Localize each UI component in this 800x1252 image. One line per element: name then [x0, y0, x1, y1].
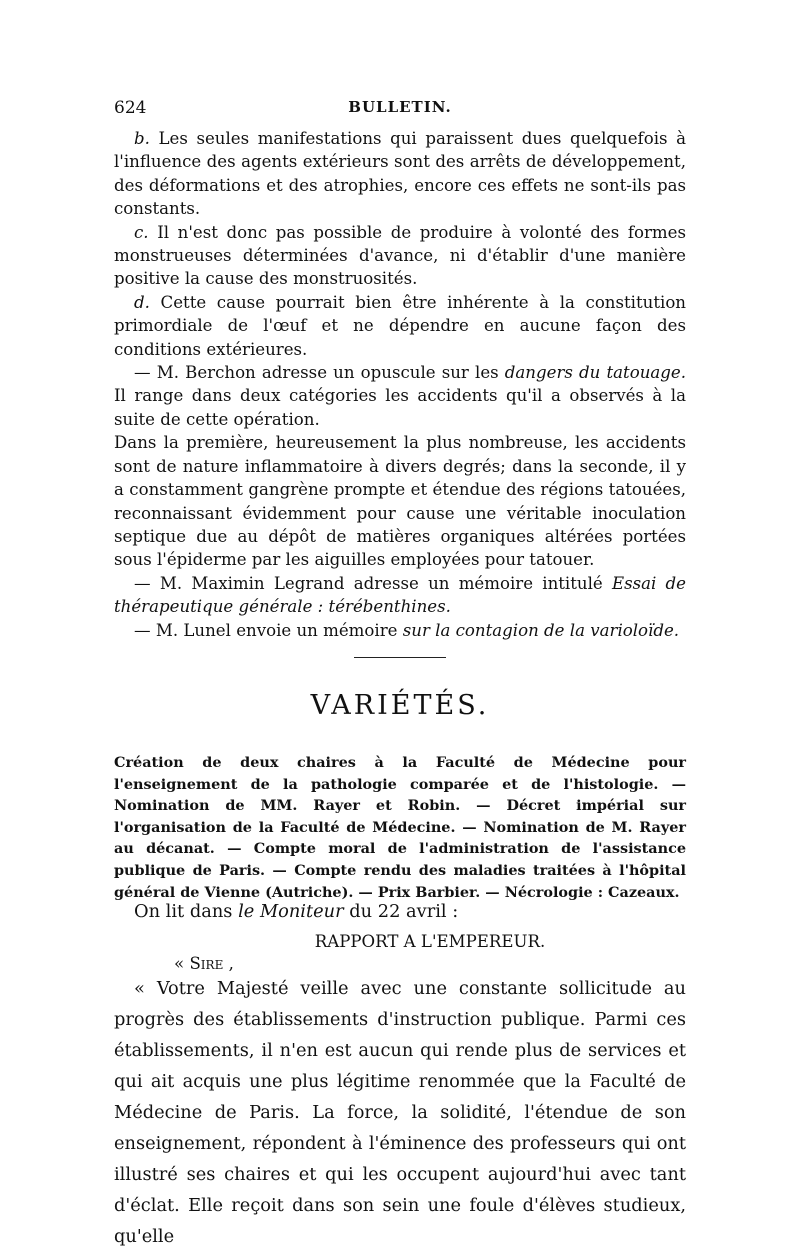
paragraph-legrand: — M. Maximin Legrand adresse un mémoire intitulé Essai de thérapeutique générale : térébenthines.: [114, 573, 686, 617]
rapport-section: [114, 896, 686, 1252]
rapport-title: RAPPORT A L'EMPEREUR.: [314, 932, 546, 951]
moniteur-title: le Moniteur: [238, 901, 344, 922]
paragraph-d: d. Cette cause pourrait bien être inhérente à la constitution primordiale de l'œuf et ne dépendre en aucune façon des conditions extérieures.: [114, 292, 686, 359]
item-letter-b: b.: [134, 129, 150, 148]
lunel-title: sur la contagion de la varioloïde.: [402, 620, 680, 640]
legrand-title: Essai de thérapeutique générale : térébenthines.: [114, 573, 686, 617]
section-summary: Création de deux chaires à la Faculté de Médecine pour l'enseignement de la pathologie comparée et de l'histologie. — Nomination de MM. Rayer et Robin. — Décret impérial sur l'organisation de la Faculté de Médecine. — Nomination de M. Rayer au décanat. — Compte moral de l'administration de l'assistance publique de Paris. — Compte rendu des maladies traitées à l'hôpital général de Vienne (Autriche). — Prix Barbier. — Nécrologie : Cazeaux.: [114, 754, 686, 901]
salutation-word: Sire: [189, 954, 224, 973]
paragraph-premiere: Dans la première, heureusement la plus nombreuse, les accidents sont de nature inflammatoire à divers degrés; dans la seconde, il y a constamment gangrène prompte et étendue des régions tatouées, reconnaissant évidemment pour cause une véritable inoculation septique due au dépôt de matières organiques altérées portées sous l'épiderme par les aiguilles employées pour tatouer.: [114, 433, 686, 570]
moniteur-intro: On lit dans le Moniteur du 22 avril :: [134, 901, 459, 922]
rapport-body: « Votre Majesté veille avec une constante sollicitude au progrès des établissements d'instruction publique. Parmi ces établissements, il n'en est aucun qui rende plus de services et qui ait acquis une plus légitime renommée que la Faculté de Médecine de Paris. La force, la solidité, l'étendue de son enseignement, répondent à l'éminence des professeurs qui ont illustré ses chaires et qui les occupent aujourd'hui avec tant d'éclat. Elle reçoit dans son sein une foule d'élèves studieux, qu'elle: [114, 978, 686, 1247]
berchon-title: dangers du tatouage.: [504, 363, 686, 383]
page-number: 624: [114, 98, 147, 118]
paragraph-berchon: — M. Berchon adresse un opuscule sur les dangers du tatouage. Il range dans deux catégories les accidents qu'il a observés à la suite de cette opération.: [114, 363, 686, 429]
paragraph-b: b. Les seules manifestations qui paraissent dues quelquefois à l'influence des agents extérieurs sont des arrêts de développement, des déformations et des atrophies, encore ces effets ne sont-ils pas constants.: [114, 129, 686, 219]
paragraph-c: c. Il n'est donc pas possible de produire à volonté des formes monstrueuses déterminées d'avance, ni d'établir d'une manière positive la cause des monstruosités.: [114, 222, 686, 289]
section-title: VARIÉTÉS.: [310, 690, 490, 721]
section-divider: [354, 657, 446, 658]
bulletin-conclusions: [114, 127, 686, 642]
item-letter-c: c.: [134, 222, 149, 242]
item-letter-d: d.: [134, 292, 150, 312]
running-title: BULLETIN.: [348, 98, 452, 116]
page-header: [114, 98, 686, 120]
paragraph-lunel: — M. Lunel envoie un mémoire sur la contagion de la varioloïde.: [134, 620, 680, 640]
salutation: « Sire ,: [174, 954, 234, 973]
